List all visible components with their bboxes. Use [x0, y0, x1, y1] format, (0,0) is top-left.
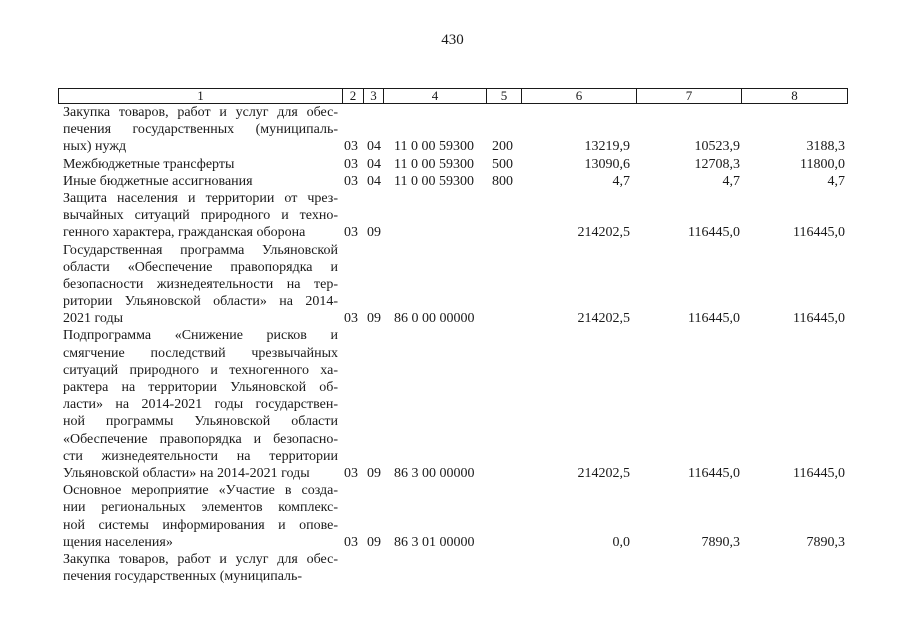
page-number: 430: [441, 32, 464, 48]
description-line: ласти» на 2014-2021 годы государствен-: [63, 397, 338, 413]
section-code: 03: [344, 534, 358, 550]
section-code: 03: [344, 311, 358, 327]
amount-col-8: 11800,0: [800, 156, 845, 172]
header-col-4: 4: [383, 89, 486, 103]
header-col-7: 7: [636, 89, 741, 103]
amount-col-7: 4,7: [722, 173, 740, 189]
table-body: [0, 104, 905, 585]
header-col-8: 8: [741, 89, 847, 103]
description-line: ритории Ульяновской области» на 2014-: [63, 294, 338, 310]
amount-col-8: 116445,0: [793, 311, 845, 327]
subsection-code: 09: [367, 465, 381, 481]
section-code: 03: [344, 156, 358, 172]
subsection-code: 09: [367, 225, 381, 241]
description-line: «Обеспечение правопорядка и безопасно-: [63, 431, 338, 447]
subsection-code: 04: [367, 156, 381, 172]
amount-col-6: 214202,5: [577, 225, 630, 241]
header-col-2: 2: [342, 89, 363, 103]
description-line: Иные бюджетные ассигнования: [63, 173, 253, 189]
amount-col-7: 12708,3: [694, 156, 740, 172]
target-article-code: 86 3 00 00000: [394, 465, 475, 481]
target-article-code: 86 0 00 00000: [394, 311, 475, 327]
description-line: Государственная программа Ульяновской: [63, 242, 338, 258]
amount-col-7: 7890,3: [701, 534, 740, 550]
description-line: нии региональных элементов комплекс-: [63, 500, 338, 516]
header-col-3: 3: [363, 89, 383, 103]
table-row: [0, 551, 905, 585]
section-code: 03: [344, 173, 358, 189]
amount-col-6: 0,0: [612, 534, 630, 550]
description-line: смягчение последствий чрезвычайных: [63, 345, 338, 361]
description-line: ситуаций природного и техногенного ха-: [63, 362, 338, 378]
amount-col-7: 10523,9: [694, 139, 740, 155]
description-line: Подпрограмма «Снижение рисков и: [63, 328, 338, 344]
description-line: Межбюджетные трансферты: [63, 156, 235, 172]
table-row: [0, 156, 905, 173]
row-description: [63, 327, 338, 482]
amount-col-8: 116445,0: [793, 465, 845, 481]
header-col-6: 6: [521, 89, 636, 103]
row-description: [63, 242, 338, 328]
row-description: [63, 190, 338, 242]
target-article-code: 11 0 00 59300: [394, 173, 474, 189]
target-article-code: 11 0 00 59300: [394, 156, 474, 172]
description-line: печения государственных (муниципаль-: [63, 569, 303, 585]
section-code: 03: [344, 225, 358, 241]
description-line: щения населения»: [63, 534, 173, 550]
target-article-code: 86 3 01 00000: [394, 534, 475, 550]
expense-type-code: 800: [492, 173, 513, 189]
description-line: Закупка товаров, работ и услуг для обес-: [63, 105, 338, 120]
table-row: [0, 482, 905, 551]
amount-col-6: 13219,9: [584, 139, 630, 155]
description-line: Ульяновской области» на 2014-2021 годы: [63, 465, 310, 481]
amount-col-8: 7890,3: [806, 534, 845, 550]
subsection-code: 09: [367, 311, 381, 327]
amount-col-8: 3188,3: [806, 139, 845, 155]
section-code: 03: [344, 139, 358, 155]
row-description: [63, 104, 338, 156]
description-line: области «Обеспечение правопорядка и: [63, 259, 338, 275]
description-line: безопасности жизнедеятельности на тер-: [63, 276, 338, 292]
expense-type-code: 200: [492, 139, 513, 155]
amount-col-8: 4,7: [827, 173, 845, 189]
amount-col-8: 116445,0: [793, 225, 845, 241]
table-row: [0, 190, 905, 242]
description-line: Основное мероприятие «Участие в созда-: [63, 483, 338, 499]
amount-col-7: 116445,0: [688, 225, 740, 241]
table-row: [0, 173, 905, 190]
table-row: [0, 327, 905, 482]
subsection-code: 04: [367, 173, 381, 189]
row-description: [63, 156, 338, 173]
subsection-code: 04: [367, 139, 381, 155]
row-description: [63, 173, 338, 190]
target-article-code: 11 0 00 59300: [394, 139, 474, 155]
description-line: рактера на территории Ульяновской об-: [63, 380, 338, 395]
description-line: сти жизнедеятельности на территории: [63, 448, 338, 464]
amount-col-6: 13090,6: [584, 156, 630, 172]
row-description: [63, 551, 338, 585]
description-line: ной программы Ульяновской области: [63, 414, 338, 430]
amount-col-7: 116445,0: [688, 311, 740, 327]
description-line: ной системы информирования и опове-: [63, 517, 338, 533]
amount-col-6: 214202,5: [577, 465, 630, 481]
section-code: 03: [344, 465, 358, 481]
header-col-1: 1: [197, 88, 204, 103]
subsection-code: 09: [367, 534, 381, 550]
amount-col-6: 214202,5: [577, 311, 630, 327]
table-row: [0, 104, 905, 156]
table-header: [58, 88, 848, 104]
description-line: печения государственных (муниципаль-: [63, 122, 338, 138]
amount-col-6: 4,7: [612, 173, 630, 189]
row-description: [63, 482, 338, 551]
table-row: [0, 242, 905, 328]
description-line: Закупка товаров, работ и услуг для обес-: [63, 551, 338, 567]
header-col-5: 5: [486, 89, 521, 103]
expense-type-code: 500: [492, 156, 513, 172]
description-line: генного характера, гражданская оборона: [63, 225, 306, 241]
description-line: 2021 годы: [63, 311, 124, 327]
description-line: ных) нужд: [63, 139, 127, 155]
description-line: вычайных ситуаций природного и техно-: [63, 208, 338, 224]
description-line: Защита населения и территории от чрез-: [63, 190, 338, 206]
amount-col-7: 116445,0: [688, 465, 740, 481]
